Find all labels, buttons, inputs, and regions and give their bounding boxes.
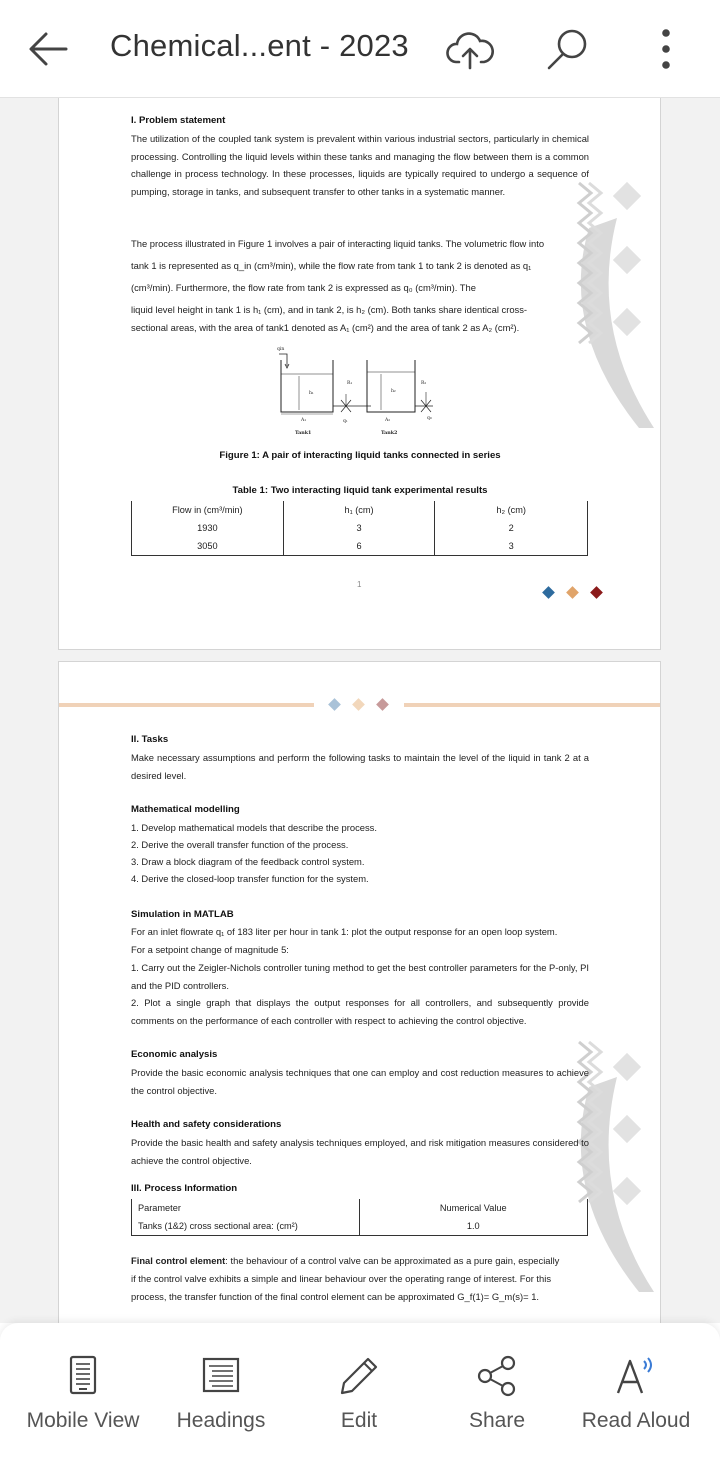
problem-statement-paragraph: The utilization of the coupled tank system is prevalent within various industrial sectors, particularly in chemical processing. Controlling the liquid levels within these tanks and managing the flow between them is a common challenge in process technology. In these processes, liquids are typically required to undergo a sequence of pumping, storage in tanks, and subsequent transfer to other tanks in a systematic manner. — [131, 133, 589, 197]
table-row — [132, 519, 588, 537]
headings-icon — [202, 1357, 240, 1393]
document-page-2 — [58, 661, 661, 1323]
search-icon[interactable] — [545, 27, 591, 73]
list-item: 2. Plot a single graph that displays the output responses for all controllers, and subsequently provide comments on the performance of each controller with respect to achieving the control objective. — [131, 997, 589, 1026]
table-cell: 3 — [435, 537, 588, 555]
diamond-ornament-icon — [541, 585, 607, 601]
figure-label-h1: h₁ — [309, 391, 314, 396]
table-cell: Tanks (1&2) cross sectional area: (cm²) — [132, 1217, 360, 1235]
arrow-left-icon[interactable] — [26, 26, 72, 72]
table-cell: 6 — [283, 537, 435, 555]
problem-statement-heading: I. Problem statement — [131, 115, 226, 126]
more-vertical-icon[interactable] — [656, 28, 676, 70]
figure-label-a1: A₁ — [301, 418, 307, 423]
simulation-heading: Simulation in MATLAB — [131, 909, 234, 920]
figure-caption: Figure 1: A pair of interacting liquid tanks connected in series — [219, 450, 501, 461]
math-modelling-heading: Mathematical modelling — [131, 804, 240, 815]
table-header-row — [132, 1199, 588, 1217]
final-control-element-text — [131, 1252, 589, 1270]
figure-label-qin: qin — [277, 347, 285, 352]
table-header-cell: Numerical Value — [359, 1199, 588, 1217]
divider-line-left — [59, 703, 314, 707]
table-row — [132, 537, 588, 555]
final-control-element-line: process, the transfer function of the final control element can be approximated G_f(1)= G_m(s)= 1. — [131, 1291, 540, 1302]
edit-button[interactable] — [290, 1323, 428, 1463]
process-paragraph-line: tank 1 is represented as q_in (cm³/min), while the flow rate from tank 1 to tank 2 is denoted as q₁ — [131, 260, 532, 271]
table-header-cell: Flow in (cm³/min) — [132, 501, 284, 519]
list-item: 1. Carry out the Zeigler-Nichols controller tuning method to get the best controller parameters for the P-only, PI and the PID controllers. — [131, 962, 589, 991]
mobile-view-label: Mobile View — [26, 1409, 140, 1432]
table-cell: 1.0 — [359, 1217, 588, 1235]
health-safety-text: Provide the basic health and safety analysis techniques employed, and risk mitigation measures considered to achieve the control objective. — [131, 1137, 589, 1166]
headings-button[interactable] — [152, 1323, 290, 1463]
final-control-element-line: if the control valve exhibits a simple and linear behaviour over the operating range of interest. For this — [131, 1273, 552, 1284]
table-header-cell: h₁ (cm) — [283, 501, 435, 519]
figure-label-q1: q₁ — [343, 419, 348, 424]
figure-label-a2: A₂ — [385, 418, 391, 423]
document-page-1 — [58, 98, 661, 650]
experimental-results-table — [131, 501, 588, 556]
simulation-text: For a setpoint change of magnitude 5: — [131, 944, 289, 955]
read-aloud-icon — [614, 1355, 658, 1397]
cloud-upload-icon[interactable] — [446, 28, 494, 74]
pencil-icon — [338, 1355, 380, 1397]
read-aloud-label: Read Aloud — [581, 1409, 691, 1432]
list-item: 4. Derive the closed-loop transfer function for the system. — [131, 873, 369, 884]
final-control-element-line: : the behaviour of a control valve can be approximated as a pure gain, especially — [225, 1255, 560, 1266]
headings-label: Headings — [176, 1409, 266, 1432]
process-info-heading: III. Process Information — [131, 1183, 238, 1194]
table-header-cell: h₂ (cm) — [435, 501, 588, 519]
table-cell: 2 — [435, 519, 588, 537]
app-header — [0, 0, 720, 98]
table-cell: 3050 — [132, 537, 284, 555]
mobile-view-icon — [68, 1355, 98, 1395]
document-viewer[interactable] — [0, 98, 720, 1323]
figure-label-r1: R₁ — [347, 381, 353, 386]
list-item: 3. Draw a block diagram of the feedback control system. — [131, 856, 365, 867]
economic-analysis-heading: Economic analysis — [131, 1049, 218, 1060]
tasks-heading: II. Tasks — [131, 734, 169, 745]
figure-label-r2: R₂ — [421, 381, 427, 386]
table-cell: 3 — [283, 519, 435, 537]
figure-label-h2: h₂ — [391, 389, 396, 394]
process-paragraph-line: sectional areas, with the area of tank1 denoted as A₁ (cm²) and the area of tank 2 as A₂ (cm²). — [131, 322, 520, 333]
process-info-table — [131, 1199, 588, 1236]
simulation-text: For an inlet flowrate q₁ of 183 liter per hour in tank 1: plot the output response for an open loop system. — [131, 926, 558, 937]
share-button[interactable] — [428, 1323, 566, 1463]
table-cell: 1930 — [132, 519, 284, 537]
table-row — [132, 1217, 588, 1235]
tank-diagram — [277, 344, 437, 442]
process-paragraph-line: (cm³/min). Furthermore, the flow rate from tank 2 is expressed as q₀ (cm³/min). The — [131, 282, 476, 293]
list-item: 2. Derive the overall transfer function of the process. — [131, 839, 349, 850]
table-header-cell: Parameter — [132, 1199, 360, 1217]
divider-line-right — [404, 703, 661, 707]
mobile-view-button[interactable] — [14, 1323, 152, 1463]
list-item: 1. Develop mathematical models that describe the process. — [131, 822, 377, 833]
final-control-element-label: Final control element — [131, 1255, 226, 1266]
tank-2-shape — [367, 360, 415, 412]
health-safety-heading: Health and safety considerations — [131, 1119, 282, 1130]
table-caption: Table 1: Two interacting liquid tank experimental results — [232, 485, 488, 496]
edit-label: Edit — [340, 1409, 378, 1432]
table-header-row — [132, 501, 588, 519]
process-paragraph-line: The process illustrated in Figure 1 involves a pair of interacting liquid tanks. The volumetric flow into — [131, 238, 545, 249]
share-label: Share — [468, 1409, 526, 1432]
tank-1-shape — [281, 360, 333, 412]
figure-label-tank1: Tank1 — [295, 430, 312, 436]
share-icon — [476, 1355, 518, 1397]
process-paragraph-line: liquid level height in tank 1 is h₁ (cm), and in tank 2, is h₂ (cm). Both tanks share identical cross- — [131, 304, 528, 315]
decorative-ornament-icon — [539, 168, 661, 428]
diamond-ornament-icon — [325, 696, 395, 714]
figure-label-tank2: Tank2 — [381, 430, 398, 436]
read-aloud-button[interactable] — [566, 1323, 706, 1463]
document-title: Chemical...ent - 2023 — [110, 28, 409, 63]
figure-label-q0: q₀ — [427, 416, 432, 421]
economic-analysis-text: Provide the basic economic analysis techniques that one can employ and cost reduction measures to achieve the control objective. — [131, 1067, 589, 1096]
bottom-toolbar — [0, 1323, 720, 1463]
tasks-intro: Make necessary assumptions and perform the following tasks to maintain the level of the liquid in tank 2 at a desired level. — [131, 752, 589, 781]
page-number: 1 — [357, 580, 362, 589]
